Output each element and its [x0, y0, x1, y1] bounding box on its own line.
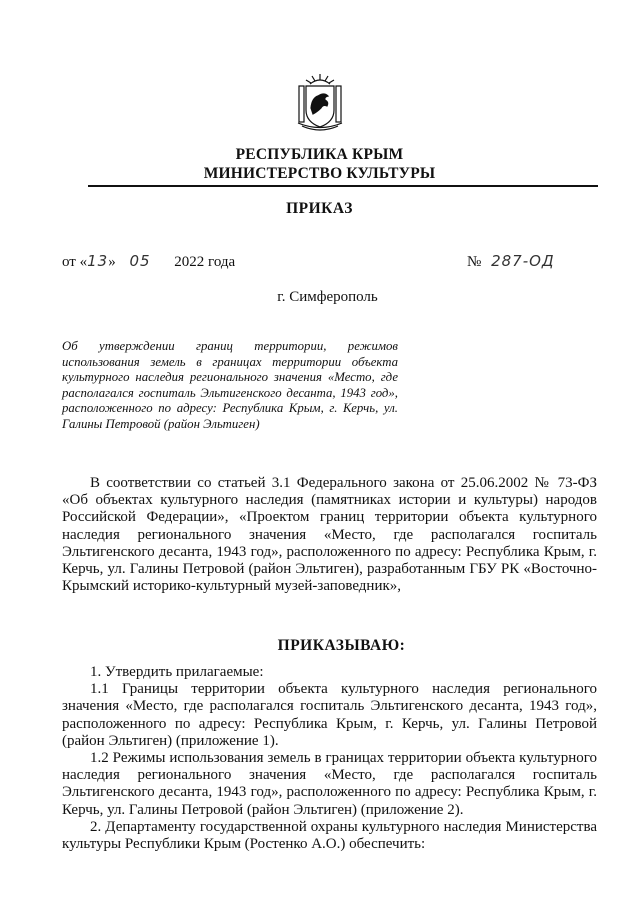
- order-items: [62, 664, 597, 853]
- item-1-1: 1.1 Границы территории объекта культурного наследия регионального значения «Место, где располагался госпиталь Эльтигенского десанта, 1943 год», расположенного по адресу: Республика Крым, г. Керчь, ул. Галины Петровой (район Эльтиген) (приложение 1).: [62, 681, 597, 749]
- city: г. Симферополь: [277, 289, 378, 305]
- orders-heading: ПРИКАЗЫВАЮ:: [277, 637, 406, 654]
- order-number: [467, 252, 555, 271]
- preamble: В соответствии со статьей 3.1 Федерального закона от 25.06.2002 № 73-ФЗ «Об объектах культурного наследия (памятниках истории и культуры) народов Российской Федерации», «Проектом границ территории объекта культурного наследия регионального значения «Место, где располагался госпиталь Эльтигенского десанта, 1943 год», расположенного по адресу: Республика Крым, г. Керчь, ул. Галины Петровой (район Эльтиген), разработанным ГБУ РК «Восточно-Крымский историко-культурный музей-заповедник»,: [62, 475, 597, 595]
- date-year: 2022 года: [174, 254, 236, 270]
- date-day: 13: [87, 252, 109, 270]
- item-1: 1. Утвердить прилагаемые:: [90, 664, 264, 680]
- date-month: 05: [129, 252, 151, 270]
- republic-name: РЕСПУБЛИКА КРЫМ: [235, 146, 404, 163]
- date-mid: »: [108, 254, 116, 270]
- order-subject: Об утверждении границ территории, режимов использования земель в границах территории объекта культурного наследия регионального значения «Место, где располагался госпиталь Эльтигенского десанта, 1943 год», расположенного по адресу: Республика Крым, г. Керчь, ул. Галины Петровой (район Эльтиген): [62, 339, 398, 431]
- number-value: 287-ОД: [491, 252, 555, 270]
- preamble-block: [62, 475, 597, 595]
- number-prefix: №: [467, 254, 482, 270]
- item-1-2: 1.2 Режимы использования земель в границах территории объекта культурного наследия регионального значения «Место, где располагался госпиталь Эльтигенского десанта, 1943 год», расположенного по адресу: Республика Крым, г. Керчь, ул. Галины Петровой (район Эльтиген) (приложение 2).: [62, 750, 597, 818]
- coat-of-arms-icon: [294, 70, 346, 132]
- item-2: 2. Департаменту государственной охраны культурного наследия Министерства культуры Республики Крым (Ростенко А.О.) обеспечить:: [62, 818, 597, 853]
- ministry-name: МИНИСТЕРСТВО КУЛЬТУРЫ: [203, 165, 436, 182]
- header-divider: [88, 185, 598, 187]
- date-prefix: от «: [62, 254, 88, 270]
- document-type: ПРИКАЗ: [286, 200, 353, 217]
- order-date: [62, 252, 235, 271]
